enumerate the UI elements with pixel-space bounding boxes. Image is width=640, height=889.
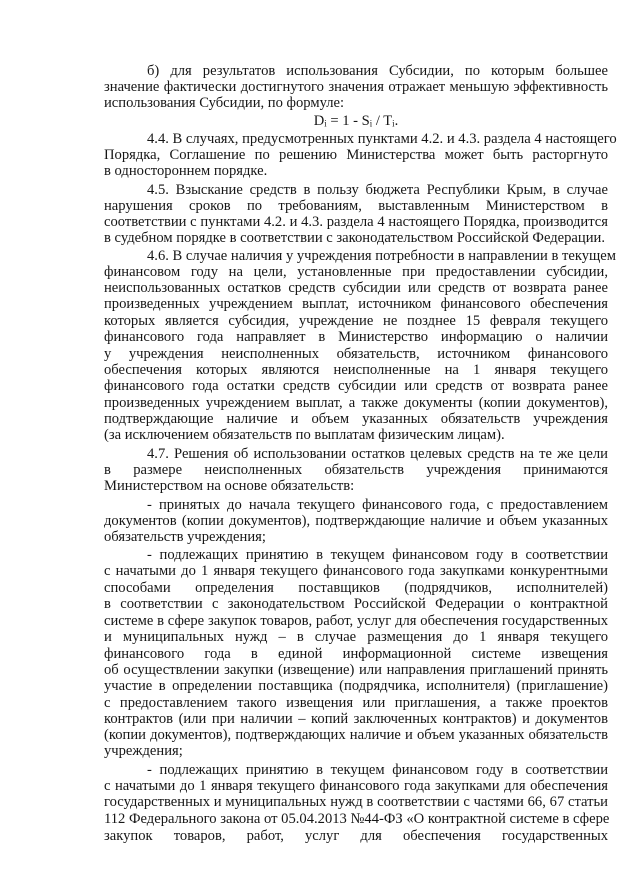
text-line: обязательств учреждения;	[104, 529, 266, 545]
text-line: с предоставлением такого извещения или приглашения, а также проектов	[104, 695, 608, 711]
text-line: контрактов (или при наличии – копий заключенных контрактов) и документов	[104, 711, 608, 727]
text-line: нарушения сроков по требованиям, выставленным Министерством в	[104, 198, 608, 214]
text-line: документов (копии документов), подтверждающие наличие и объем указанных	[104, 513, 608, 529]
text-line: 112 Федерального закона от 05.04.2013 №44-ФЗ «О контрактной системе в сфере	[104, 811, 610, 827]
text-line: в судебном порядке в соответствии с законодательством Российской Федерации.	[104, 230, 605, 246]
text-line: учреждения;	[104, 743, 183, 759]
text-line: финансового года в единой информационной системе извещения	[104, 646, 608, 662]
text-line: Министерством на основе обязательств:	[104, 478, 355, 494]
text-line: - принятых до начала текущего финансового года, с предоставлением	[147, 497, 608, 513]
text-line: с начатыми до 1 января текущего финансового года закупками конкурентными	[104, 563, 608, 579]
text-line: (копии документов), подтверждающих наличие и объем указанных обязательств	[104, 727, 608, 743]
text-line: в размере неисполненных обязательств учреждения принимаются	[104, 462, 608, 478]
text-line: произведенных учреждением выплат, а также документы (копии документов),	[104, 395, 608, 411]
text-line: - подлежащих принятию в текущем финансовом году в соответствии	[147, 547, 608, 563]
text-line: способами определения поставщиков (подрядчиков, исполнителей)	[104, 580, 608, 596]
text-line: б) для результатов использования Субсидии, по которым большее	[147, 63, 608, 79]
text-line: системе в сфере закупок товаров, работ, услуг для обеспечения государственных	[104, 613, 608, 629]
text-line: - подлежащих принятию в текущем финансовом году в соответствии	[147, 762, 608, 778]
text-line: значение фактически достигнутого значения отражает меньшую эффективность	[104, 79, 608, 95]
text-line: финансовом году на цели, установленные при предоставлении субсидии,	[104, 264, 608, 280]
text-line: Порядка, Соглашение по решению Министерства может быть расторгнуто	[104, 147, 608, 163]
text-line: 4.4. В случаях, предусмотренных пунктами 4.2. и 4.3. раздела 4 настоящего	[147, 131, 617, 147]
text-line: (за исключением обязательств по выплатам физическим лицам).	[104, 427, 505, 443]
text-line: финансового года остатки средств субсидии или средств от возврата ранее	[104, 378, 608, 394]
text-line: и муниципальных нужд – в случае размещения до 1 января текущего	[104, 629, 608, 645]
text-line: с начатыми до 1 января текущего финансового года закупками для обеспечения	[104, 778, 608, 794]
text-line: об осуществлении закупки (извещение) или направления приглашений принять	[104, 662, 608, 678]
text-line: произведенных учреждением выплат, источником финансового обеспечения	[104, 296, 608, 312]
text-line: использования Субсидии, по формуле:	[104, 95, 345, 111]
formula: Dᵢ = 1 - Sᵢ / Tᵢ.	[313, 113, 399, 129]
text-line: в соответствии с законодательством Российской Федерации о контрактной	[104, 596, 608, 612]
text-line: в одностороннем порядке.	[104, 163, 268, 179]
text-line: которых является субсидия, учреждение не позднее 15 февраля текущего	[104, 313, 608, 329]
text-line: обеспечения которых являются неисполненные на 1 января текущего	[104, 362, 608, 378]
text-line: соответствии с пунктами 4.2. и 4.3. раздела 4 настоящего Порядка, производится	[104, 214, 608, 230]
text-line: государственных и муниципальных нужд в соответствии с частями 66, 67 статьи	[104, 794, 608, 810]
text-line: 4.6. В случае наличия у учреждения потребности в направлении в текущем	[147, 248, 616, 264]
text-line: у учреждения неисполненных обязательств, источником финансового	[104, 346, 608, 362]
text-line: неиспользованных остатков средств субсидии или средств от возврата ранее	[104, 280, 608, 296]
text-line: 4.7. Решения об использовании остатков целевых средств на те же цели	[147, 446, 608, 462]
text-line: 4.5. Взыскание средств в пользу бюджета Республики Крым, в случае	[147, 182, 608, 198]
text-line: подтверждающие наличие и объем указанных обязательств учреждения	[104, 411, 608, 427]
text-line: участие в определении поставщика (подрядчика, исполнителя) (приглашение)	[104, 678, 608, 694]
text-line: закупок товаров, работ, услуг для обеспечения государственных	[104, 828, 608, 844]
text-line: финансового года направляет в Министерство информацию о наличии	[104, 329, 608, 345]
